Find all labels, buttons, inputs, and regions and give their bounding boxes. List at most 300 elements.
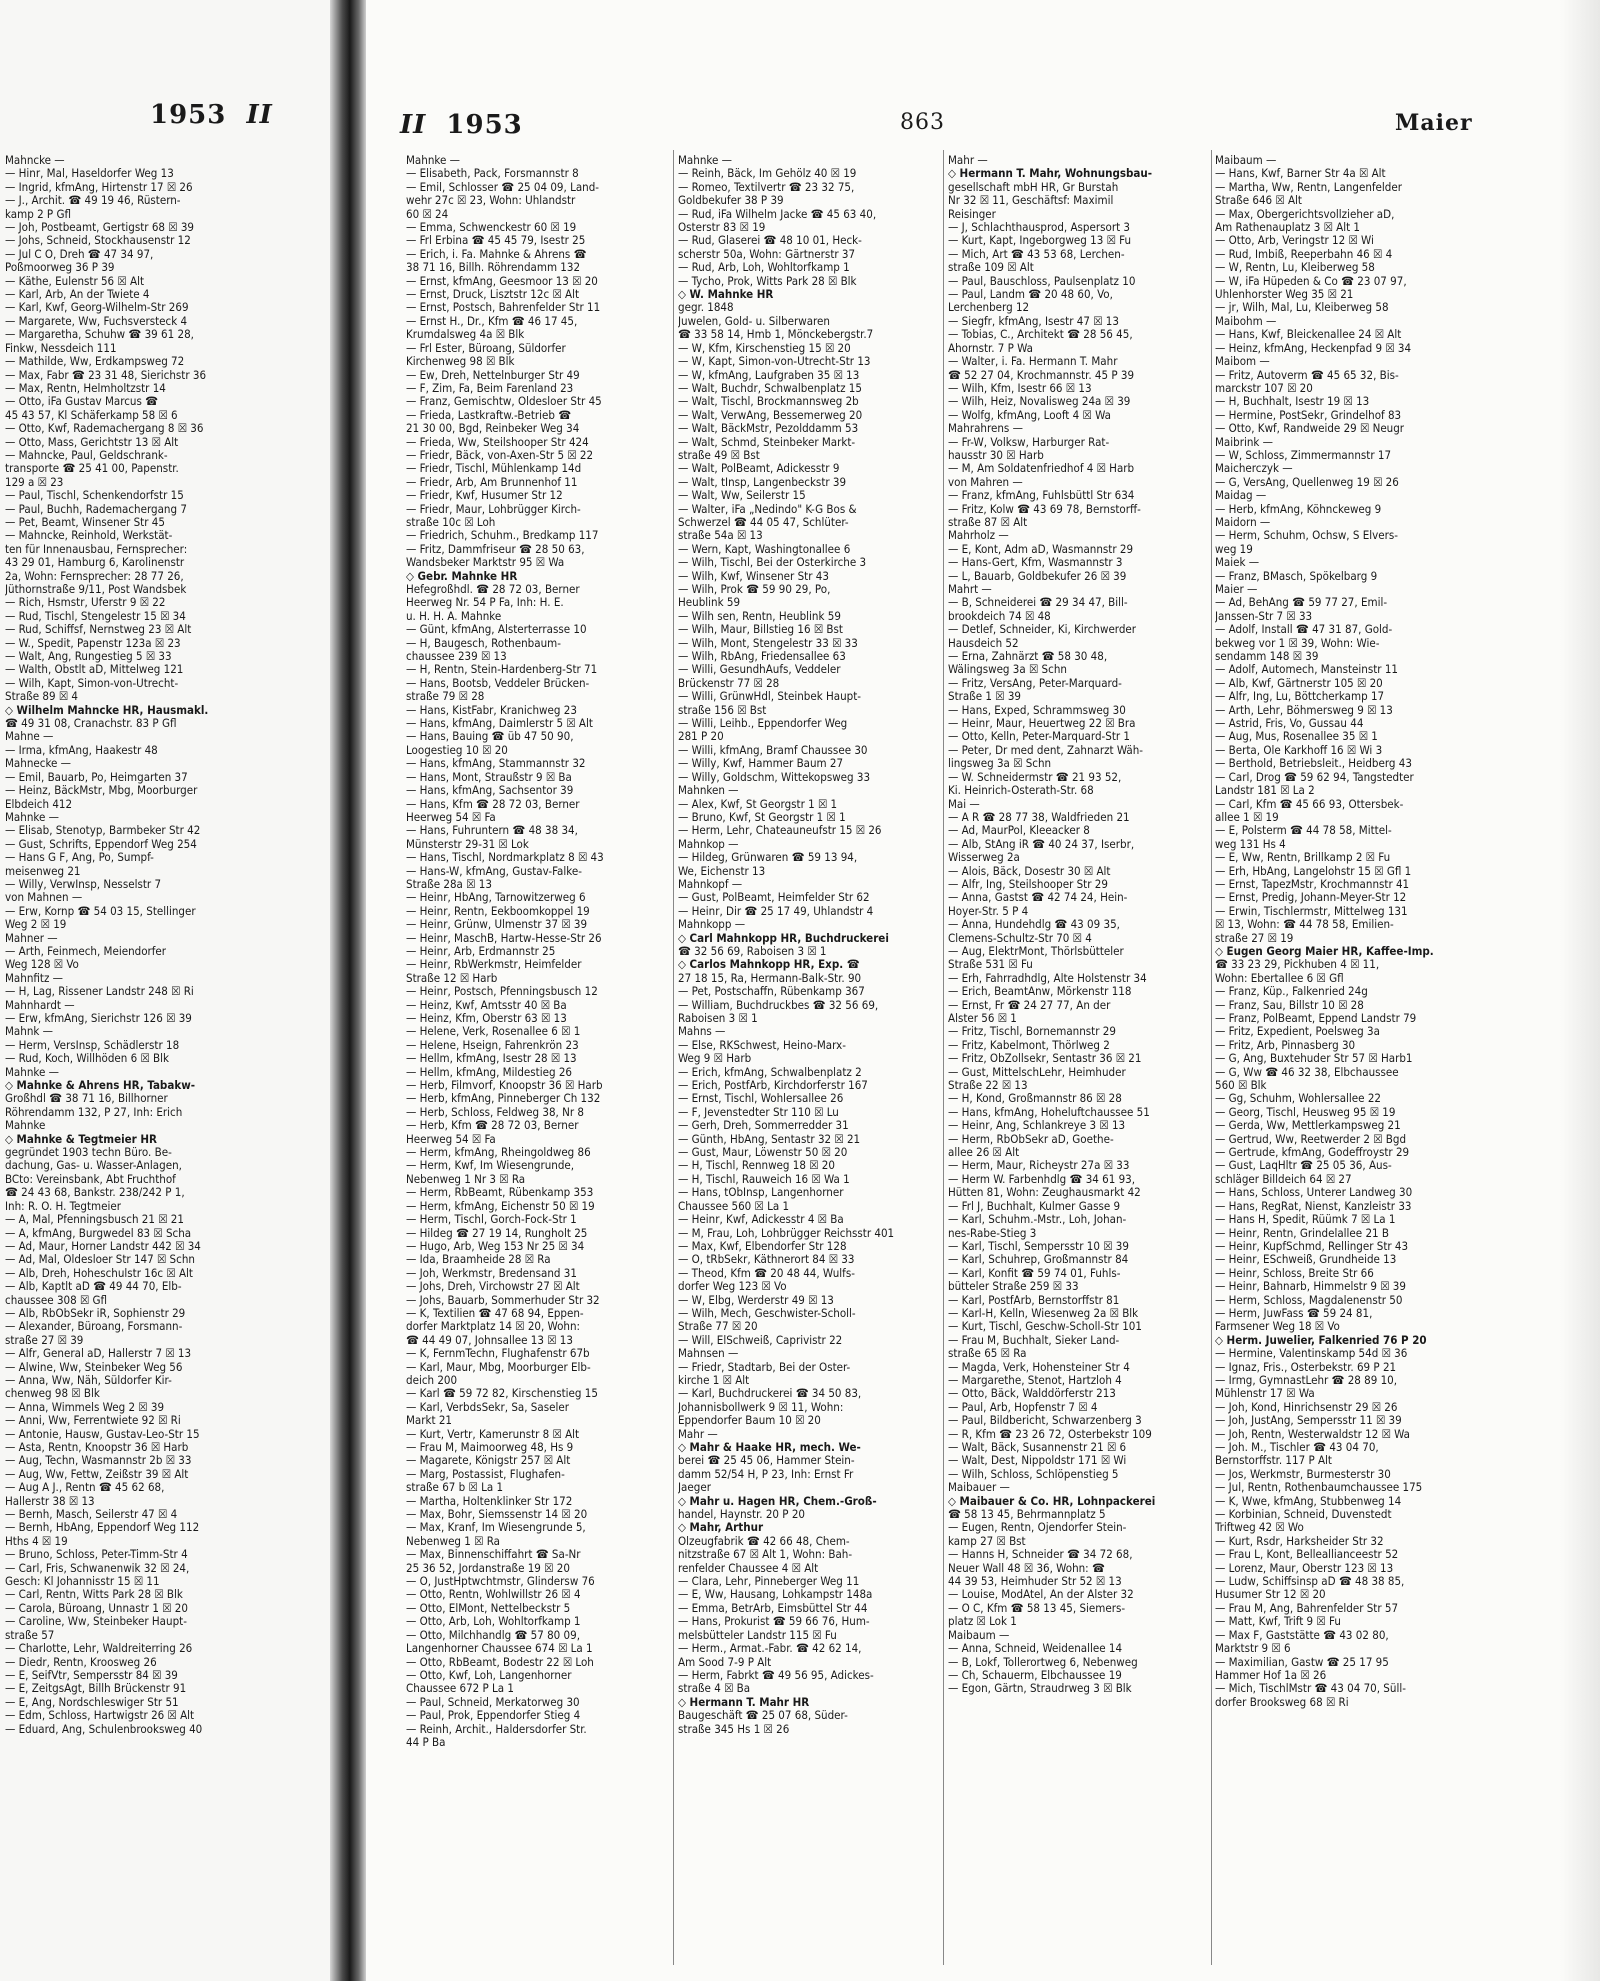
- directory-entry-line: — M, Frau, Loh, Lohbrügger Reichsstr 401: [678, 1226, 895, 1240]
- directory-entry-line: Mahnhardt —: [5, 998, 75, 1012]
- directory-entry-line: — Herm, RbObSekr aD, Goethe-: [948, 1132, 1114, 1146]
- directory-entry-line: — Wern, Kapt, Washingtonallee 6: [678, 542, 851, 556]
- directory-entry-line: — M, Am Soldatenfriedhof 4 ☒ Harb: [948, 462, 1135, 476]
- directory-entry-line: Röhrendamm 132, P 27, Inh: Erich: [5, 1105, 183, 1119]
- directory-entry-line: — Hans, kfmAng, Sachsentor 39: [406, 784, 574, 798]
- directory-entry-line: — A, kfmAng, Burgwedel 83 ☒ Scha: [5, 1226, 192, 1240]
- directory-entry-line: — Joh. M., Tischler ☎ 43 04 70,: [1215, 1441, 1379, 1454]
- directory-entry-line: — Friedr, Tischl, Mühlenkamp 14d: [406, 462, 582, 476]
- directory-entry-line: — William, Buchdruckbes ☎ 32 56 69,: [678, 998, 879, 1012]
- directory-entry-line: Brückenstr 77 ☒ 28: [678, 676, 780, 690]
- directory-entry-line: — G, VersAng, Quellenweg 19 ☒ 26: [1215, 475, 1399, 489]
- directory-entry-line: — Matt, Kwf, Trift 9 ☒ Fu: [1215, 1615, 1341, 1629]
- directory-entry-line: Mahne —: [5, 730, 54, 744]
- directory-entry-line: 560 ☒ Blk: [1215, 1079, 1267, 1093]
- directory-entry-line: — Hans G F, Ang, Po, Sumpf-: [5, 851, 154, 865]
- directory-entry-line: — Otto, Bäck, Walddörferstr 213: [948, 1387, 1116, 1401]
- directory-entry-line: — Marg, Postassist, Flughafen-: [406, 1467, 565, 1481]
- directory-entry-line: — Max, Obergerichtsvollzieher aD,: [1215, 207, 1395, 221]
- directory-entry-line: — Karl, Arb, An der Twiete 4: [5, 288, 150, 302]
- directory-entry-line: — Elisab, Stenotyp, Barmbeker Str 42: [5, 824, 201, 838]
- directory-entry-line: handel, Haynstr. 20 P 20: [678, 1508, 805, 1522]
- directory-entry-line: meisenweg 21: [5, 864, 81, 878]
- directory-entry-line: ☎ 44 49 07, Johnsallee 13 ☒ 13: [406, 1333, 573, 1347]
- directory-entry-line: — Helene, Verk, Rosenallee 6 ☒ 1: [406, 1025, 581, 1039]
- directory-entry-line: Maidag —: [1215, 489, 1267, 503]
- directory-entry-line: — Hans, Bootsb, Veddeler Brücken-: [406, 676, 590, 690]
- directory-entry-line: — Willi, GrünwHdl, Steinbek Haupt-: [678, 690, 862, 704]
- directory-entry-line: — Erna, Zahnärzt ☎ 58 30 48,: [948, 650, 1108, 664]
- directory-entry-line: — Hellm, kfmAng, Mildestieg 26: [406, 1065, 572, 1079]
- directory-entry-line: kirche 1 ☒ Alt: [678, 1373, 750, 1387]
- directory-entry-line: Straße 1 ☒ 39: [948, 690, 1021, 704]
- directory-entry-line: — Edm, Schloss, Hartwigstr 26 ☒ Alt: [5, 1709, 195, 1723]
- directory-entry-line: straße 87 ☒ Alt: [948, 515, 1028, 529]
- directory-entry-line: Maibauer —: [948, 1481, 1010, 1495]
- directory-entry-line: — Berthold, Betriebsleit., Heidberg 43: [1215, 757, 1412, 771]
- directory-entry-line: — Tobias, C., Architekt ☎ 28 56 45,: [948, 328, 1133, 342]
- directory-entry-line: berei ☎ 25 45 06, Hammer Stein-: [678, 1454, 855, 1468]
- directory-entry-line: ☎ 33 58 14, Hmb 1, Mönckebergstr.7: [678, 328, 874, 342]
- directory-entry-line: We, Eichenstr 13: [678, 864, 766, 878]
- directory-entry-line: — Hans, Fuhruntern ☎ 48 38 34,: [406, 824, 578, 838]
- directory-entry-line: schläger Billdeich 64 ☒ 27: [1215, 1172, 1352, 1186]
- directory-entry-line: — Herm, kfmAng, Eichenstr 50 ☒ 19: [406, 1199, 595, 1213]
- directory-entry-line: — Frau M, Maimoorweg 48, Hs 9: [406, 1441, 574, 1454]
- directory-entry-line: damm 52/54 H, P 23, Inh: Ernst Fr: [678, 1467, 854, 1481]
- directory-entry-line: 129 a ☒ 23: [5, 475, 64, 489]
- directory-entry-line: Straße 531 ☒ Fu: [948, 958, 1033, 972]
- directory-entry-line: Am Sood 7-9 P Alt: [678, 1655, 772, 1669]
- directory-entry-line: — Herb, kfmAng, Pinneberger Ch 132: [406, 1092, 601, 1106]
- directory-entry-line: Mahnke —: [678, 154, 732, 167]
- directory-entry-line: Hefegroßhdl. ☎ 28 72 03, Berner: [406, 583, 580, 596]
- directory-entry-line: — Alfr, General aD, Hallerstr 7 ☒ 13: [5, 1347, 192, 1361]
- directory-entry-line: — Irmg, GymnastLehr ☎ 28 89 10,: [1215, 1373, 1398, 1387]
- directory-entry-line: — Franz, PolBeamt, Eppend Landstr 79: [1215, 1012, 1417, 1025]
- directory-entry-line: ◇ Mahr, Arthur: [678, 1521, 764, 1535]
- directory-entry-line: Raboisen 3 ☒ 1: [678, 1012, 758, 1025]
- directory-entry-line: — Korbinian, Schneid, Duvenstedt: [1215, 1508, 1392, 1522]
- directory-entry-line: nes-Rabe-Stieg 3: [948, 1226, 1037, 1240]
- directory-entry-line: — Fritz, VersAng, Peter-Marquard-: [948, 676, 1122, 690]
- directory-entry-line: — R, Kfm ☎ 23 26 72, Osterbekstr 109: [948, 1427, 1152, 1441]
- directory-entry-line: — Will, ElSchweiß, Caprivistr 22: [678, 1333, 843, 1347]
- running-head-surname: Maier: [1395, 110, 1473, 136]
- directory-entry-line: straße 57: [5, 1628, 55, 1642]
- left-page-header: [150, 100, 273, 130]
- directory-entry-line: Juwelen, Gold- u. Silberwaren: [678, 314, 830, 328]
- directory-entry-line: — Anni, Ww, Ferrentwiete 92 ☒ Ri: [5, 1414, 181, 1428]
- directory-entry-line: — Hans, kfmAng, Hoheluftchaussee 51: [948, 1105, 1150, 1119]
- directory-entry-line: — Bernh, HbAng, Eppendorf Weg 112: [5, 1521, 200, 1535]
- directory-entry-line: — W, Kapt, Simon-von-Utrecht-Str 13: [678, 355, 871, 369]
- directory-entry-line: Hallerstr 38 ☒ 13: [5, 1494, 95, 1508]
- directory-entry-line: — Otto, Rentn, Wohlwillstr 26 ☒ 4: [406, 1588, 581, 1602]
- directory-entry-line: — Herm, Schloss, Magdalenenstr 50: [1215, 1293, 1403, 1307]
- directory-entry-line: — Bruno, Schloss, Peter-Timm-Str 4: [5, 1548, 188, 1562]
- directory-entry-line: — Walt, Ang, Rungestieg 5 ☒ 33: [5, 650, 172, 664]
- directory-entry-line: Johannisbollwerk 9 ☒ 11, Wohn:: [678, 1400, 844, 1414]
- directory-entry-line: — Herm, Tischl, Gorch-Fock-Str 1: [406, 1213, 577, 1227]
- directory-entry-line: — J, Schlachthausprod, Aspersort 3: [948, 221, 1131, 235]
- directory-entry-line: — Hans, tObInsp, Langenhorner: [678, 1186, 844, 1200]
- directory-entry-line: Poßmoorweg 36 P 39: [5, 261, 115, 275]
- directory-entry-line: — Clara, Lehr, Pinneberger Weg 11: [678, 1575, 860, 1589]
- directory-entry-line: — Rud, Arb, Loh, Wohltorfkamp 1: [678, 261, 850, 275]
- directory-entry-line: — H, Tischl, Rennweg 18 ☒ 20: [678, 1159, 835, 1173]
- directory-entry-line: — Peter, Dr med dent, Zahnarzt Wäh-: [948, 743, 1144, 757]
- directory-entry-line: — E, Kont, Adm aD, Wasmannstr 29: [948, 542, 1134, 556]
- directory-entry-line: — Herm, Fabrkt ☎ 49 56 95, Adickes-: [678, 1668, 874, 1682]
- directory-entry-line: — Carl, Kfm ☎ 45 66 93, Ottersbek-: [1215, 797, 1404, 811]
- directory-entry-line: ◇ Hermann T. Mahr HR: [678, 1695, 810, 1709]
- directory-entry-line: — Kurt, Vertr, Kamerunstr 8 ☒ Alt: [406, 1427, 580, 1441]
- directory-entry-line: weg 19: [1215, 542, 1253, 556]
- directory-entry-line: — Willi, kfmAng, Bramf Chaussee 30: [678, 743, 868, 757]
- directory-entry-line: — W, iFa Hüpeden & Co ☎ 23 07 97,: [1215, 274, 1407, 288]
- directory-entry-line: Mühlenstr 17 ☒ Wa: [1215, 1387, 1315, 1401]
- directory-entry-line: Kirchenweg 98 ☒ Blk: [406, 355, 515, 369]
- directory-entry-line: — Frau M, Ang, Bahrenfelder Str 57: [1215, 1601, 1399, 1615]
- directory-entry-line: Nr 32 ☒ 11, Geschäftsf: Maximil: [948, 194, 1114, 208]
- directory-entry-line: — Otto, Kelln, Peter-Marquard-Str 1: [948, 730, 1130, 744]
- directory-entry-line: — Anna, Ww, Näh, Süldorfer Kir-: [5, 1373, 172, 1387]
- right-page-header-year: [400, 110, 523, 140]
- directory-entry-line: — Herb, Kfm ☎ 28 72 03, Berner: [406, 1119, 579, 1133]
- right-year: 1953: [446, 110, 523, 140]
- left-volume-mark: II: [246, 100, 273, 130]
- directory-entry-line: — E, ZeitgsAgt, Billh Brückenstr 91: [5, 1682, 187, 1696]
- directory-entry-line: — Max, Kwf, Elbendorfer Str 128: [678, 1239, 847, 1253]
- directory-entry-line: Baugeschäft ☎ 25 07 68, Süder-: [678, 1709, 848, 1723]
- directory-entry-line: — Wilh, Tischl, Bei der Osterkirche 3: [678, 556, 867, 570]
- directory-entry-line: — Otto, Kwf, Randweide 29 ☒ Neugr: [1215, 422, 1405, 436]
- directory-entry-line: — Ernst, Druck, Lisztstr 12c ☒ Alt: [406, 288, 580, 302]
- directory-entry-line: — Karl, Schuhm.-Mstr., Loh, Johan-: [948, 1213, 1127, 1227]
- directory-entry-line: Mai —: [948, 797, 980, 811]
- directory-entry-line: Nebenweg 1 Nr 3 ☒ Ra: [406, 1172, 526, 1186]
- directory-entry-line: wehr 27c ☒ 23, Wohn: Uhlandstr: [406, 194, 576, 208]
- directory-entry-line: — Herb, Schloss, Feldweg 38, Nr 8: [406, 1105, 584, 1119]
- directory-entry-line: — Elisabeth, Pack, Forsmannstr 8: [406, 167, 579, 181]
- directory-entry-line: ☎ 32 56 69, Raboisen 3 ☒ 1: [678, 944, 827, 958]
- directory-entry-line: — Hans, KistFabr, Kranichweg 23: [406, 703, 577, 717]
- directory-entry-line: — Karl, Maur, Mbg, Moorburger Elb-: [406, 1360, 591, 1374]
- directory-entry-line: — Hans, Exped, Schrammsweg 30: [948, 703, 1126, 717]
- directory-entry-line: 44 39 53, Heimhuder Str 52 ☒ 13: [948, 1575, 1122, 1589]
- directory-entry-line: Marktstr 9 ☒ 6: [1215, 1642, 1291, 1656]
- directory-entry-line: 27 18 15, Ra, Hermann-Balk-Str. 90: [678, 971, 862, 985]
- directory-entry-line: — Franz, Sau, Billstr 10 ☒ 28: [1215, 998, 1364, 1012]
- directory-entry-line: — Fritz, Tischl, Bornemannstr 29: [948, 1025, 1116, 1039]
- directory-entry-line: Münsterstr 29-31 ☒ Lok: [406, 837, 529, 851]
- left-page-column: [5, 154, 251, 1964]
- directory-entry-line: — Rud, Schiffsf, Nernstweg 23 ☒ Alt: [5, 623, 192, 637]
- directory-entry-line: — Otto, Milchhandlg ☎ 57 80 09,: [406, 1628, 580, 1642]
- directory-entry-line: — Ad, MaurPol, Kleeacker 8: [948, 824, 1090, 838]
- directory-entry-line: Straße 22 ☒ 13: [948, 1079, 1028, 1093]
- directory-entry-line: Mahrahrens —: [948, 422, 1023, 436]
- directory-entry-line: — Frl J, Buchhalt, Kulmer Gasse 9: [948, 1199, 1121, 1213]
- directory-entry-line: — Herm., Armat.-Fabr. ☎ 42 62 14,: [678, 1642, 862, 1656]
- directory-entry-line: — Heinr, Rentn, Grindelallee 21 B: [1215, 1226, 1389, 1240]
- directory-entry-line: Hths 4 ☒ 19: [5, 1534, 68, 1548]
- directory-entry-line: ◇ Eugen Georg Maier HR, Kaffee-Imp.: [1215, 944, 1434, 958]
- directory-entry-line: — Rud, iFa Wilhelm Jacke ☎ 45 63 40,: [678, 207, 877, 221]
- directory-entry-line: Bernstorffstr. 117 P Alt: [1215, 1454, 1332, 1468]
- directory-entry-line: — H, Tischl, Rauweich 16 ☒ Wa 1: [678, 1172, 850, 1186]
- directory-entry-line: — Herm, kfmAng, Rheingoldweg 86: [406, 1146, 591, 1160]
- directory-entry-line: — Alb, StAng iR ☎ 40 24 37, Iserbr,: [948, 837, 1135, 851]
- directory-entry-line: — Louise, ModAtel, An der Alster 32: [948, 1588, 1134, 1602]
- directory-entry-line: — Hanns H, Schneider ☎ 34 72 68,: [948, 1548, 1133, 1562]
- directory-entry-line: 2a, Wohn: Fernsprecher: 28 77 26,: [5, 569, 184, 583]
- directory-entry-line: — Rud, Koch, Willhöden 6 ☒ Blk: [5, 1052, 170, 1066]
- directory-entry-line: ◇ Herm. Juwelier, Falkenried 76 P 20: [1215, 1333, 1427, 1347]
- column-rule-2: [943, 150, 944, 1965]
- directory-entry-line: — Pet, Beamt, Winsener Str 45: [5, 515, 165, 529]
- directory-entry-line: Lerchenberg 12: [948, 301, 1030, 315]
- directory-entry-line: — Johs, Schneid, Stockhausenstr 12: [5, 234, 191, 248]
- directory-entry-line: — Adolf, Install ☎ 47 31 87, Gold-: [1215, 623, 1393, 637]
- directory-entry-line: — Friedr, Arb, Am Brunnenhof 11: [406, 475, 578, 489]
- directory-entry-line: — Erwin, Tischlermstr, Mittelweg 131: [1215, 904, 1408, 918]
- directory-column-3: [948, 154, 1210, 1964]
- directory-entry-line: gesellschaft mbH HR, Gr Burstah: [948, 180, 1119, 194]
- directory-entry-line: — Wilh, Mont, Stengelestr 33 ☒ 33: [678, 636, 858, 650]
- directory-entry-line: — Friedr, Maur, Lohbrügger Kirch-: [406, 502, 581, 516]
- directory-entry-line: — Walt, PolBeamt, Adickesstr 9: [678, 462, 840, 476]
- directory-entry-line: — Margaretha, Schuhw ☎ 39 61 28,: [5, 328, 194, 342]
- directory-entry-line: Husumer Str 12 ☒ 20: [1215, 1588, 1326, 1602]
- directory-entry-line: Straße 89 ☒ 4: [5, 690, 78, 704]
- directory-entry-line: — Alb, Kwf, Gärtnerstr 105 ☒ 20: [1215, 676, 1383, 690]
- directory-entry-line: ☎ 24 43 68, Bankstr. 238/242 P 1,: [5, 1186, 185, 1200]
- directory-entry-line: — Fritz, Arb, Pinnasberg 30: [1215, 1038, 1356, 1052]
- directory-entry-line: — Frau M, Buchhalt, Sieker Land-: [948, 1333, 1120, 1347]
- directory-entry-line: — Hildeg ☎ 27 19 14, Rungholt 25: [406, 1226, 588, 1240]
- directory-entry-line: — Friedr, Kwf, Husumer Str 12: [406, 489, 563, 503]
- left-year: 1953: [150, 100, 227, 130]
- directory-entry-line: — Hans, Kfm ☎ 28 72 03, Berner: [406, 797, 580, 811]
- directory-entry-line: — Otto, Arb, Loh, Wohltorfkamp 1: [406, 1615, 581, 1629]
- directory-entry-line: — Otto, ElMont, Nettelbeckstr 5: [406, 1601, 571, 1615]
- directory-entry-line: — Erw, Kornp ☎ 54 03 15, Stellinger: [5, 904, 196, 918]
- directory-entry-line: — Hellm, kfmAng, Isestr 28 ☒ 13: [406, 1052, 577, 1066]
- directory-entry-line: — Erich, PostfArb, Kirchdorferstr 167: [678, 1079, 868, 1093]
- directory-entry-line: — Gust, PolBeamt, Heimfelder Str 62: [678, 891, 870, 905]
- directory-entry-line: — Alb, RbObSekr iR, Sophienstr 29: [5, 1306, 186, 1320]
- directory-entry-line: — W, kfmAng, Laufgraben 35 ☒ 13: [678, 368, 860, 382]
- directory-entry-line: 25 36 52, Jordanstraße 19 ☒ 20: [406, 1561, 570, 1575]
- directory-entry-line: Mahner —: [5, 931, 58, 945]
- directory-entry-line: — Jos, Werkmstr, Burmesterstr 30: [1215, 1467, 1391, 1481]
- directory-entry-line: dachung, Gas- u. Wasser-Anlagen,: [5, 1159, 182, 1173]
- directory-entry-line: Goldbekufer 38 P 39: [678, 194, 784, 208]
- directory-entry-line: straße 49 ☒ Bst: [678, 448, 760, 462]
- directory-entry-line: — Walt, tInsp, Langenbeckstr 39: [678, 475, 847, 489]
- directory-entry-line: — Ernst, Tischl, Wohlersallee 26: [678, 1092, 844, 1106]
- directory-entry-line: — Fritz, Dammfriseur ☎ 28 50 63,: [406, 542, 585, 556]
- directory-entry-line: 60 ☒ 24: [406, 207, 449, 221]
- directory-entry-line: — G, Ww ☎ 46 32 38, Elbchaussee: [1215, 1065, 1399, 1079]
- directory-entry-line: — Hans-Gert, Kfm, Wasmannstr 3: [948, 556, 1123, 570]
- directory-entry-line: nitzstraße 67 ☒ Alt 1, Wohn: Bah-: [678, 1548, 853, 1562]
- directory-entry-line: — Otto, iFa Gustav Marcus ☎: [5, 395, 159, 409]
- directory-entry-line: Chaussee 560 ☒ La 1: [678, 1199, 790, 1213]
- directory-entry-line: — Wolfg, kfmAng, Looft 4 ☒ Wa: [948, 408, 1111, 422]
- directory-entry-line: — H, Rentn, Stein-Hardenberg-Str 71: [406, 663, 598, 677]
- directory-entry-line: — Jul C O, Dreh ☎ 47 34 97,: [5, 247, 154, 261]
- directory-entry-line: — Emil, Schlosser ☎ 25 04 09, Land-: [406, 180, 600, 194]
- directory-entry-line: Hoyer-Str. 5 P 4: [948, 904, 1029, 918]
- directory-entry-line: — Alfr, Ing, Lu, Böttcherkamp 17: [1215, 690, 1385, 704]
- directory-entry-line: — Heinr, Grünw, Ulmenstr 37 ☒ 39: [406, 918, 588, 932]
- directory-entry-line: — Paul, Prok, Eppendorfer Stieg 4: [406, 1709, 581, 1723]
- directory-entry-line: — Antonie, Hausw, Gustav-Leo-Str 15: [5, 1427, 200, 1441]
- directory-entry-line: Krumdalsweg 4a ☒ Blk: [406, 328, 525, 342]
- directory-entry-line: — Herb, Filmvorf, Knoopstr 36 ☒ Harb: [406, 1079, 603, 1093]
- directory-entry-line: — Rud, Imbiß, Reeperbahn 46 ☒ 4: [1215, 247, 1393, 261]
- directory-entry-line: Mahnkop —: [678, 837, 739, 851]
- directory-entry-line: — H, Buchhalt, Isestr 19 ☒ 13: [1215, 395, 1370, 409]
- directory-entry-line: kamp 27 ☒ Bst: [948, 1534, 1026, 1548]
- directory-entry-line: — Berta, Ole Karkhoff 16 ☒ Wi 3: [1215, 743, 1383, 757]
- directory-entry-line: — E, Ww, Rentn, Brillkamp 2 ☒ Fu: [1215, 851, 1391, 865]
- directory-entry-line: melsbütteler Landstr 115 ☒ Fu: [678, 1628, 837, 1642]
- directory-entry-line: ten für Innenausbau, Fernsprecher:: [5, 542, 188, 556]
- directory-entry-line: — Hildeg, Grünwaren ☎ 59 13 94,: [678, 851, 858, 865]
- directory-entry-line: — Otto, Kwf, Loh, Langenhorner: [406, 1668, 572, 1682]
- directory-entry-line: — Frieda, Ww, Steilshooper Str 424: [406, 435, 589, 449]
- directory-entry-line: Weg 128 ☒ Vo: [5, 958, 79, 972]
- directory-entry-line: — Astrid, Fris, Vo, Gussau 44: [1215, 717, 1364, 731]
- directory-entry-line: — Aug, Techn, Wasmannstr 2b ☒ 33: [5, 1454, 192, 1468]
- directory-entry-line: — Heinr, Ang, Schlankreye 3 ☒ 13: [948, 1119, 1126, 1133]
- directory-entry-line: — Helene, Hseign, Fahrenkrön 23: [406, 1038, 579, 1052]
- directory-entry-line: Maibohm —: [1215, 314, 1277, 328]
- directory-entry-line: Jüthornstraße 9/11, Post Wandsbek: [5, 583, 187, 596]
- directory-entry-line: — Anna, Hundehdlg ☎ 43 09 35,: [948, 918, 1120, 932]
- directory-entry-line: — Frl Ester, Büroang, Süldorfer: [406, 341, 566, 355]
- directory-entry-line: Am Rathenauplatz 3 ☒ Alt 1: [1215, 221, 1361, 235]
- directory-entry-line: — Hans, Prokurist ☎ 59 66 76, Hum-: [678, 1615, 870, 1629]
- directory-entry-line: — A R ☎ 28 77 38, Waldfrieden 21: [948, 810, 1130, 824]
- directory-entry-line: — Emil, Bauarb, Po, Heimgarten 37: [5, 770, 188, 784]
- directory-column-1: [406, 154, 668, 1964]
- directory-entry-line: — Max, Rentn, Helmholtzstr 14: [5, 381, 166, 395]
- directory-entry-line: — Karl, VerbdsSekr, Sa, Saseler: [406, 1400, 569, 1414]
- directory-entry-line: von Mahnen —: [5, 891, 83, 905]
- directory-entry-line: — Joh, Postbeamt, Gertigstr 68 ☒ 39: [5, 221, 195, 235]
- directory-entry-line: — Karl-H, Kelln, Wiesenweg 2a ☒ Blk: [948, 1306, 1139, 1320]
- directory-entry-line: — W, Rentn, Lu, Kleiberweg 58: [1215, 261, 1375, 275]
- directory-entry-line: Mahnfitz —: [5, 971, 64, 985]
- directory-entry-line: Wandsbeker Marktstr 95 ☒ Wa: [406, 556, 565, 570]
- directory-entry-line: — Friedr, Stadtarb, Bei der Oster-: [678, 1360, 851, 1374]
- directory-entry-line: — O C, Kfm ☎ 58 13 45, Siemers-: [948, 1601, 1126, 1615]
- directory-entry-line: — Gust, Schrifts, Eppendorf Weg 254: [5, 837, 197, 851]
- directory-entry-line: Maibaum —: [948, 1628, 1010, 1642]
- directory-entry-line: — Gerh, Dreh, Sommerredder 31: [678, 1119, 849, 1133]
- left-page: [0, 0, 330, 1981]
- directory-entry-line: Hausdeich 52: [948, 636, 1019, 650]
- directory-entry-line: — Joh, Kond, Hinrichsenstr 29 ☒ 26: [1215, 1400, 1398, 1414]
- directory-entry-line: — Willy, Kwf, Hammer Baum 27: [678, 757, 844, 771]
- directory-entry-line: — Paul, Schneid, Merkatorweg 30: [406, 1695, 580, 1709]
- directory-entry-line: — Kurt, Rsdr, Harksheider Str 32: [1215, 1534, 1384, 1548]
- directory-entry-line: Maibom —: [1215, 355, 1270, 369]
- directory-entry-line: — Wilh, Heiz, Novalisweg 24a ☒ 39: [948, 395, 1131, 409]
- directory-entry-line: von Mahren —: [948, 475, 1023, 489]
- directory-entry-line: ◇ Maibauer & Co. HR, Lohnpackerei: [948, 1494, 1156, 1508]
- directory-entry-line: — Gust, MittelschLehr, Heimhuder: [948, 1065, 1126, 1079]
- directory-entry-line: Landstr 181 ☒ La 2: [1215, 784, 1315, 798]
- directory-entry-line: — Johs, Bauarb, Sommerhuder Str 32: [406, 1293, 600, 1307]
- directory-entry-line: — Willi, GesundhAufs, Veddeler: [678, 663, 841, 677]
- directory-entry-line: — Wilh, Mech, Geschwister-Scholl-: [678, 1306, 856, 1320]
- directory-entry-line: — Lorenz, Maur, Oberstr 123 ☒ 13: [1215, 1561, 1394, 1575]
- directory-entry-line: Mahnken —: [678, 784, 739, 798]
- directory-entry-line: Jaeger: [678, 1481, 711, 1495]
- directory-entry-line: — Rich, Hsmstr, Uferstr 9 ☒ 22: [5, 596, 166, 610]
- directory-entry-line: — W., Spedit, Papenstr 123a ☒ 23: [5, 636, 181, 650]
- directory-entry-line: — Ad, Maur, Horner Landstr 442 ☒ 34: [5, 1239, 201, 1253]
- directory-entry-line: BCto: Vereinsbank, Abt Fruchthof: [5, 1172, 176, 1186]
- directory-entry-line: — Aug, ElektrMont, Thörlsbütteler: [948, 944, 1124, 958]
- directory-entry-line: — Gg, Schuhm, Wohlersallee 22: [1215, 1092, 1381, 1106]
- directory-entry-line: Hammer Hof 1a ☒ 26: [1215, 1668, 1327, 1682]
- directory-entry-line: Wälingsweg 3a ☒ Schn: [948, 663, 1067, 677]
- directory-entry-line: — Margarethe, Stenot, Hartzloh 4: [948, 1373, 1122, 1387]
- directory-entry-line: ◇ Mahnke & Ahrens HR, Tabakw-: [5, 1079, 196, 1093]
- directory-entry-line: — Hans, kfmAng, Daimlerstr 5 ☒ Alt: [406, 717, 593, 731]
- directory-entry-line: — Adolf, Automech, Mansteinstr 11: [1215, 663, 1398, 677]
- directory-entry-line: — Hermine, PostSekr, Grindelhof 83: [1215, 408, 1402, 422]
- directory-entry-line: sendamm 148 ☒ 39: [1215, 650, 1319, 664]
- directory-entry-line: — Egon, Gärtn, Straudrweg 3 ☒ Blk: [948, 1682, 1132, 1696]
- directory-entry-line: — Heinr, Maur, Heuertweg 22 ☒ Bra: [948, 717, 1136, 731]
- directory-entry-line: Maibaum —: [1215, 154, 1277, 167]
- directory-entry-line: Clemens-Schultz-Str 70 ☒ 4: [948, 931, 1092, 945]
- directory-entry-line: Weg 2 ☒ 19: [5, 918, 67, 932]
- column-rule-3: [1211, 150, 1212, 1965]
- directory-entry-line: — Pet, Postschaffn, Rübenkamp 367: [678, 985, 865, 999]
- directory-entry-line: — Heinz, Kwf, Amtsstr 40 ☒ Ba: [406, 998, 567, 1012]
- directory-entry-line: — E, Polsterm ☎ 44 78 58, Mittel-: [1215, 824, 1392, 838]
- directory-entry-line: Maier —: [1215, 583, 1258, 596]
- directory-entry-line: Mahnkopf —: [678, 877, 743, 891]
- directory-entry-line: — Fritz, Kolw ☎ 43 69 78, Bernstorff-: [948, 502, 1141, 516]
- directory-entry-line: — Rud, Glaserei ☎ 48 10 01, Heck-: [678, 234, 862, 248]
- directory-entry-line: straße 79 ☒ 28: [406, 690, 485, 704]
- directory-entry-line: Straße 28a ☒ 13: [406, 877, 492, 891]
- directory-entry-line: Ahornstr. 7 P Wa: [948, 341, 1034, 355]
- directory-entry-line: — Ignaz, Fris., Osterbekstr. 69 P 21: [1215, 1360, 1397, 1374]
- directory-entry-line: Heerweg 54 ☒ Fa: [406, 1132, 496, 1146]
- directory-entry-line: Mahnsen —: [678, 1347, 739, 1361]
- directory-entry-line: — Magarete, Königstr 257 ☒ Alt: [406, 1454, 571, 1468]
- right-volume-mark: II: [400, 110, 427, 140]
- directory-entry-line: — W, Elbg, Werderstr 49 ☒ 13: [678, 1293, 834, 1307]
- directory-entry-line: — B, Lokf, Tollerortweg 6, Nebenweg: [948, 1655, 1138, 1669]
- directory-entry-line: — K, Textilien ☎ 47 68 94, Eppen-: [406, 1306, 584, 1320]
- directory-entry-line: — Willi, Leihb., Eppendorfer Weg: [678, 717, 848, 731]
- directory-entry-line: Gesch: Kl Johannisstr 15 ☒ 11: [5, 1575, 160, 1589]
- directory-entry-line: — O, JustHptwchtmstr, Glindersw 76: [406, 1575, 595, 1589]
- directory-entry-line: — Alb, Dreh, Hoheschulstr 16c ☒ Alt: [5, 1266, 193, 1280]
